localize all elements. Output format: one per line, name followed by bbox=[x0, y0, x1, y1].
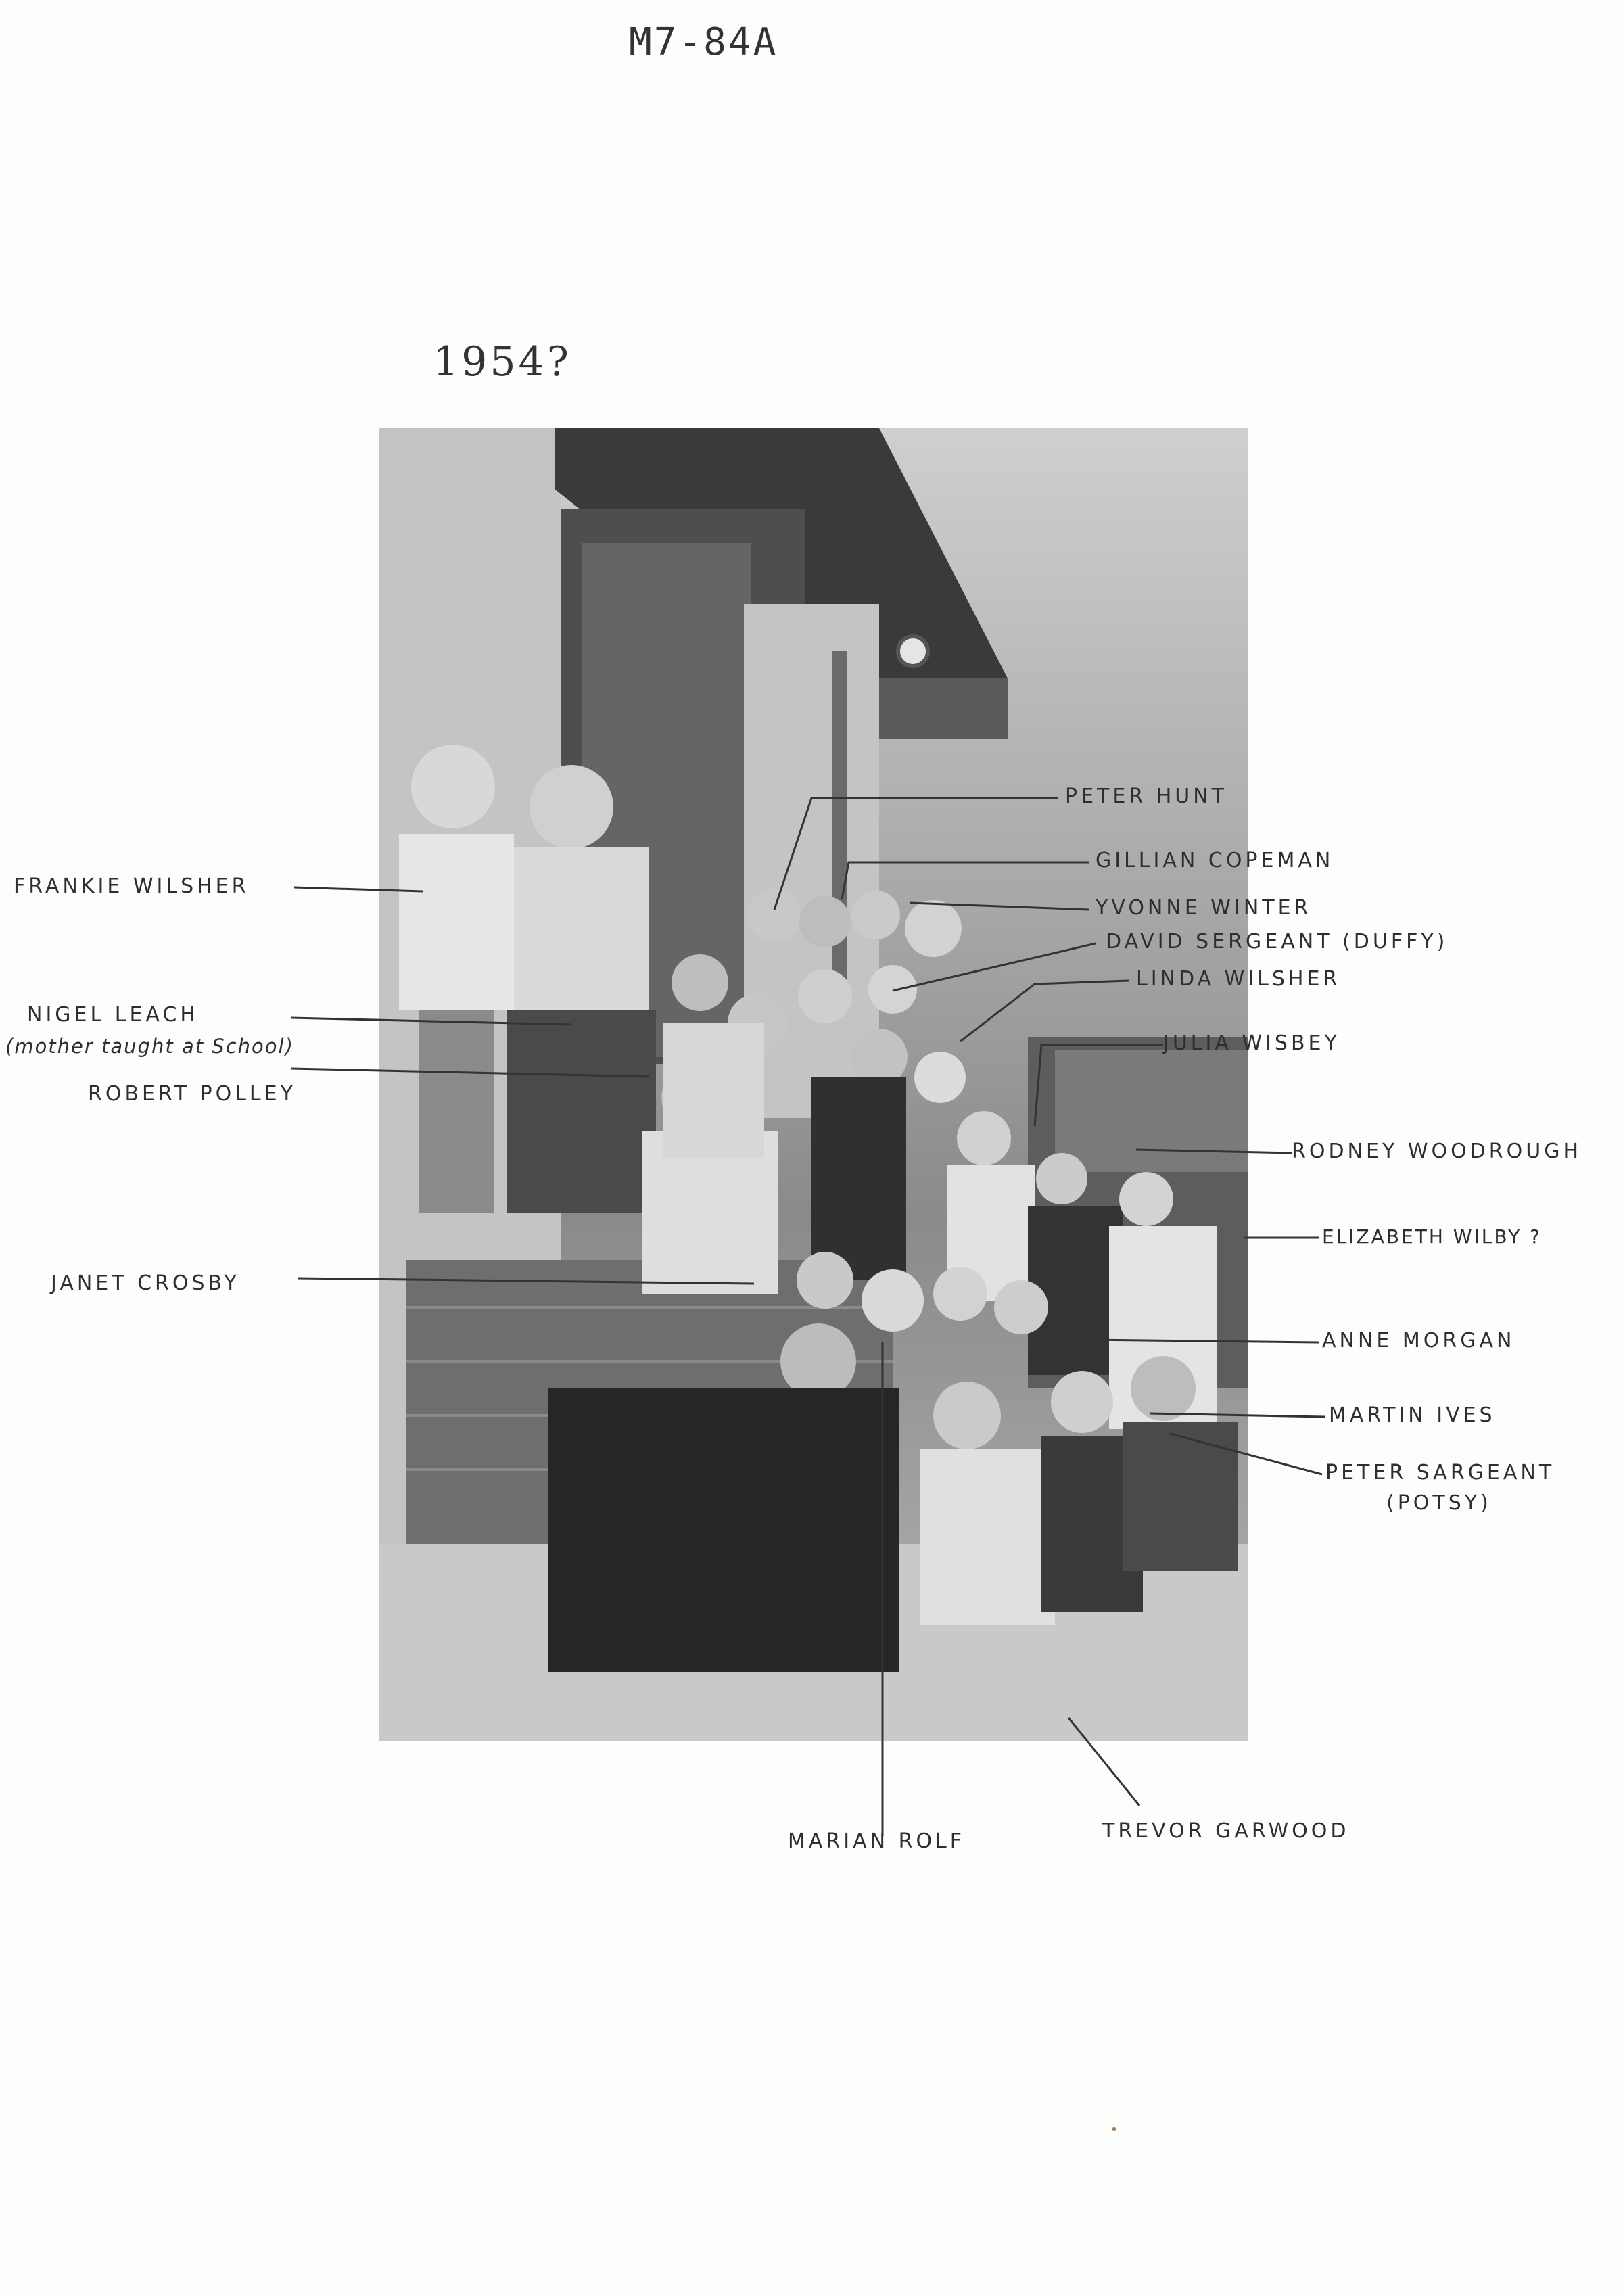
label-peter-hunt: PETER HUNT bbox=[1065, 784, 1227, 808]
label-gillian-copeman: GILLIAN COPEMAN bbox=[1096, 849, 1334, 872]
label-anne-morgan: ANNE MORGAN bbox=[1322, 1329, 1515, 1353]
label-robert-polley: ROBERT POLLEY bbox=[88, 1082, 296, 1106]
label-martin-ives: MARTIN IVES bbox=[1329, 1403, 1496, 1427]
label-peter-sargeant: PETER SARGEANT bbox=[1325, 1461, 1555, 1484]
label-marian-rolf: MARIAN ROLF bbox=[788, 1829, 966, 1853]
label-trevor-garwood: TREVOR GARWOOD bbox=[1102, 1819, 1350, 1843]
document-reference: M7-84A bbox=[629, 20, 778, 64]
label-nigel-leach-note: (mother taught at School) bbox=[5, 1035, 294, 1058]
paper-speck bbox=[1112, 2127, 1116, 2131]
label-janet-crosby: JANET CROSBY bbox=[51, 1271, 240, 1295]
label-julia-wisbey: JULIA WISBEY bbox=[1163, 1031, 1340, 1055]
label-yvonne-winter: YVONNE WINTER bbox=[1096, 896, 1312, 920]
label-elizabeth-wilby: ELIZABETH WILBY ? bbox=[1322, 1225, 1542, 1248]
photo-year: 1954? bbox=[433, 338, 571, 385]
label-david-sergeant: DAVID SERGEANT (DUFFY) bbox=[1106, 930, 1449, 954]
label-rodney-woodrough: RODNEY WOODROUGH bbox=[1292, 1140, 1582, 1163]
label-frankie-wilsher: FRANKIE WILSHER bbox=[14, 874, 250, 898]
label-nigel-leach: NIGEL LEACH bbox=[27, 1003, 199, 1027]
label-peter-sargeant-nickname: (POTSY) bbox=[1386, 1491, 1492, 1515]
label-linda-wilsher: LINDA WILSHER bbox=[1136, 967, 1341, 991]
